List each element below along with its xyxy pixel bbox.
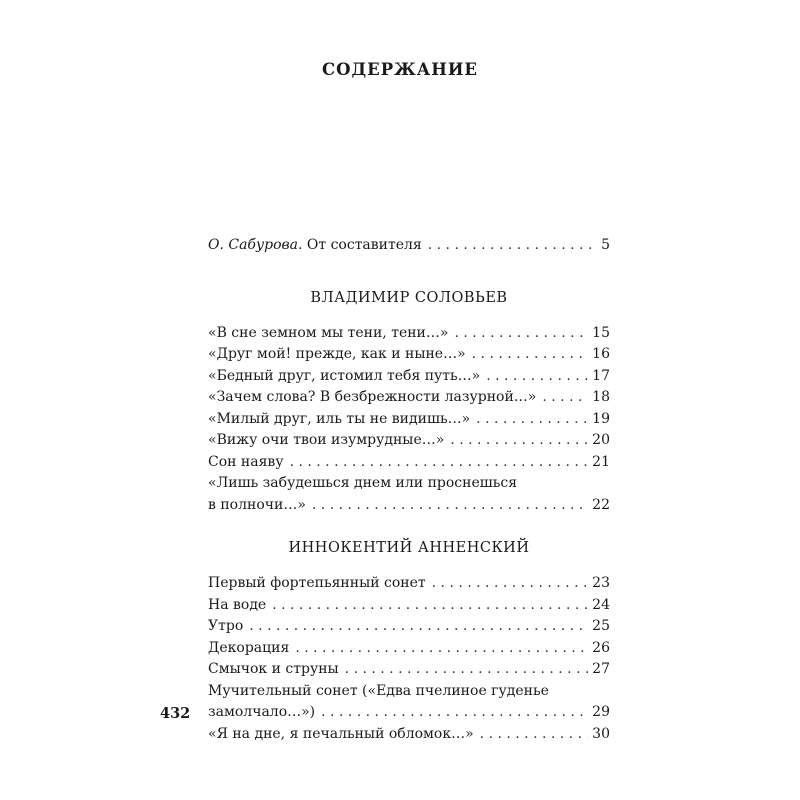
entry-title-line2: замолчало…») bbox=[208, 704, 316, 720]
entry-title-line2: в полночи…» bbox=[208, 496, 306, 513]
entry-page: 22 bbox=[592, 496, 610, 513]
toc-entry[interactable] bbox=[208, 409, 610, 431]
entry-title: «Вижу очи твои изумрудные…» bbox=[208, 432, 445, 448]
toc-entry-intro[interactable] bbox=[208, 235, 610, 257]
dot-leader bbox=[249, 616, 588, 638]
entry-page: 19 bbox=[592, 410, 610, 427]
toc-entry[interactable] bbox=[208, 323, 610, 345]
entry-title: Утро bbox=[208, 618, 244, 634]
dot-leader bbox=[432, 573, 589, 595]
dot-leader bbox=[295, 638, 588, 660]
dot-leader bbox=[454, 323, 588, 345]
entry-title: Первый фортепьянный сонет bbox=[208, 575, 426, 591]
entry-title-line1: Мучительный сонет («Едва пчелиное гуденье bbox=[208, 682, 549, 699]
entry-title: «Зачем слова? В безбрежности лазурной…» bbox=[208, 389, 537, 405]
intro-page: 5 bbox=[601, 237, 610, 253]
entry-title: Декорация bbox=[208, 639, 290, 656]
intro-separator: . bbox=[298, 237, 307, 253]
toc-entry[interactable] bbox=[208, 595, 610, 617]
entry-title: «Милый друг, иль ты не видишь…» bbox=[208, 410, 471, 427]
toc-entry-multiline[interactable] bbox=[208, 681, 610, 724]
toc-entry[interactable] bbox=[208, 430, 610, 452]
toc-entry[interactable] bbox=[208, 659, 610, 681]
dot-leader bbox=[476, 409, 588, 431]
dot-leader bbox=[290, 452, 589, 474]
toc-entry[interactable] bbox=[208, 638, 610, 660]
toc-entry[interactable] bbox=[208, 366, 610, 388]
entry-page: 20 bbox=[592, 432, 610, 448]
entry-page: 17 bbox=[592, 367, 610, 384]
dot-leader bbox=[272, 595, 588, 617]
toc-entry-multiline[interactable] bbox=[208, 473, 610, 516]
dot-leader bbox=[472, 344, 589, 366]
intro-title: От составителя bbox=[306, 237, 422, 253]
dot-leader bbox=[542, 387, 588, 409]
entry-page: 16 bbox=[592, 346, 610, 362]
dot-leader bbox=[450, 430, 588, 452]
entry-page: 30 bbox=[592, 725, 610, 742]
dot-leader bbox=[486, 366, 588, 388]
page-title: СОДЕРЖАНИЕ bbox=[321, 60, 478, 79]
toc-entry[interactable] bbox=[208, 387, 610, 409]
entry-page: 26 bbox=[592, 639, 610, 656]
entry-title: Сон наяву bbox=[208, 453, 284, 470]
entry-page: 21 bbox=[592, 453, 610, 470]
entry-title: «Друг мой! прежде, как и ныне…» bbox=[208, 346, 466, 362]
table-of-contents bbox=[208, 235, 610, 745]
entry-page: 15 bbox=[592, 324, 610, 341]
entry-title: «Я на дне, я печальный обломок…» bbox=[208, 725, 474, 742]
dot-leader bbox=[312, 495, 588, 517]
section-heading-solovyov: ВЛАДИМИР СОЛОВЬЕВ bbox=[310, 289, 508, 306]
entry-title: «В сне земном мы тени, тени…» bbox=[208, 324, 449, 341]
entry-page: 25 bbox=[592, 618, 610, 634]
entry-title-line1: «Лишь забудешься днем или проснешься bbox=[208, 475, 518, 491]
entry-page: 29 bbox=[592, 704, 610, 720]
dot-leader bbox=[428, 235, 597, 257]
entry-title: На воде bbox=[208, 596, 267, 613]
dot-leader bbox=[480, 724, 589, 746]
page-number: 432 bbox=[160, 705, 191, 722]
toc-entry[interactable] bbox=[208, 344, 610, 366]
section-heading-annensky: ИННОКЕНТИЙ АННЕНСКИЙ bbox=[288, 540, 530, 556]
toc-entry[interactable] bbox=[208, 724, 610, 746]
intro-author: О. Сабурова bbox=[208, 237, 298, 253]
entry-title: «Бедный друг, истомил тебя путь…» bbox=[208, 367, 481, 384]
toc-entry[interactable] bbox=[208, 616, 610, 638]
dot-leader bbox=[321, 702, 588, 724]
entry-page: 18 bbox=[592, 389, 610, 405]
dot-leader bbox=[345, 659, 589, 681]
entry-page: 23 bbox=[592, 575, 610, 591]
toc-entry[interactable] bbox=[208, 573, 610, 595]
entry-page: 24 bbox=[592, 596, 610, 613]
entry-title: Смычок и струны bbox=[208, 661, 339, 677]
toc-entry[interactable] bbox=[208, 452, 610, 474]
entry-page: 27 bbox=[592, 661, 610, 677]
